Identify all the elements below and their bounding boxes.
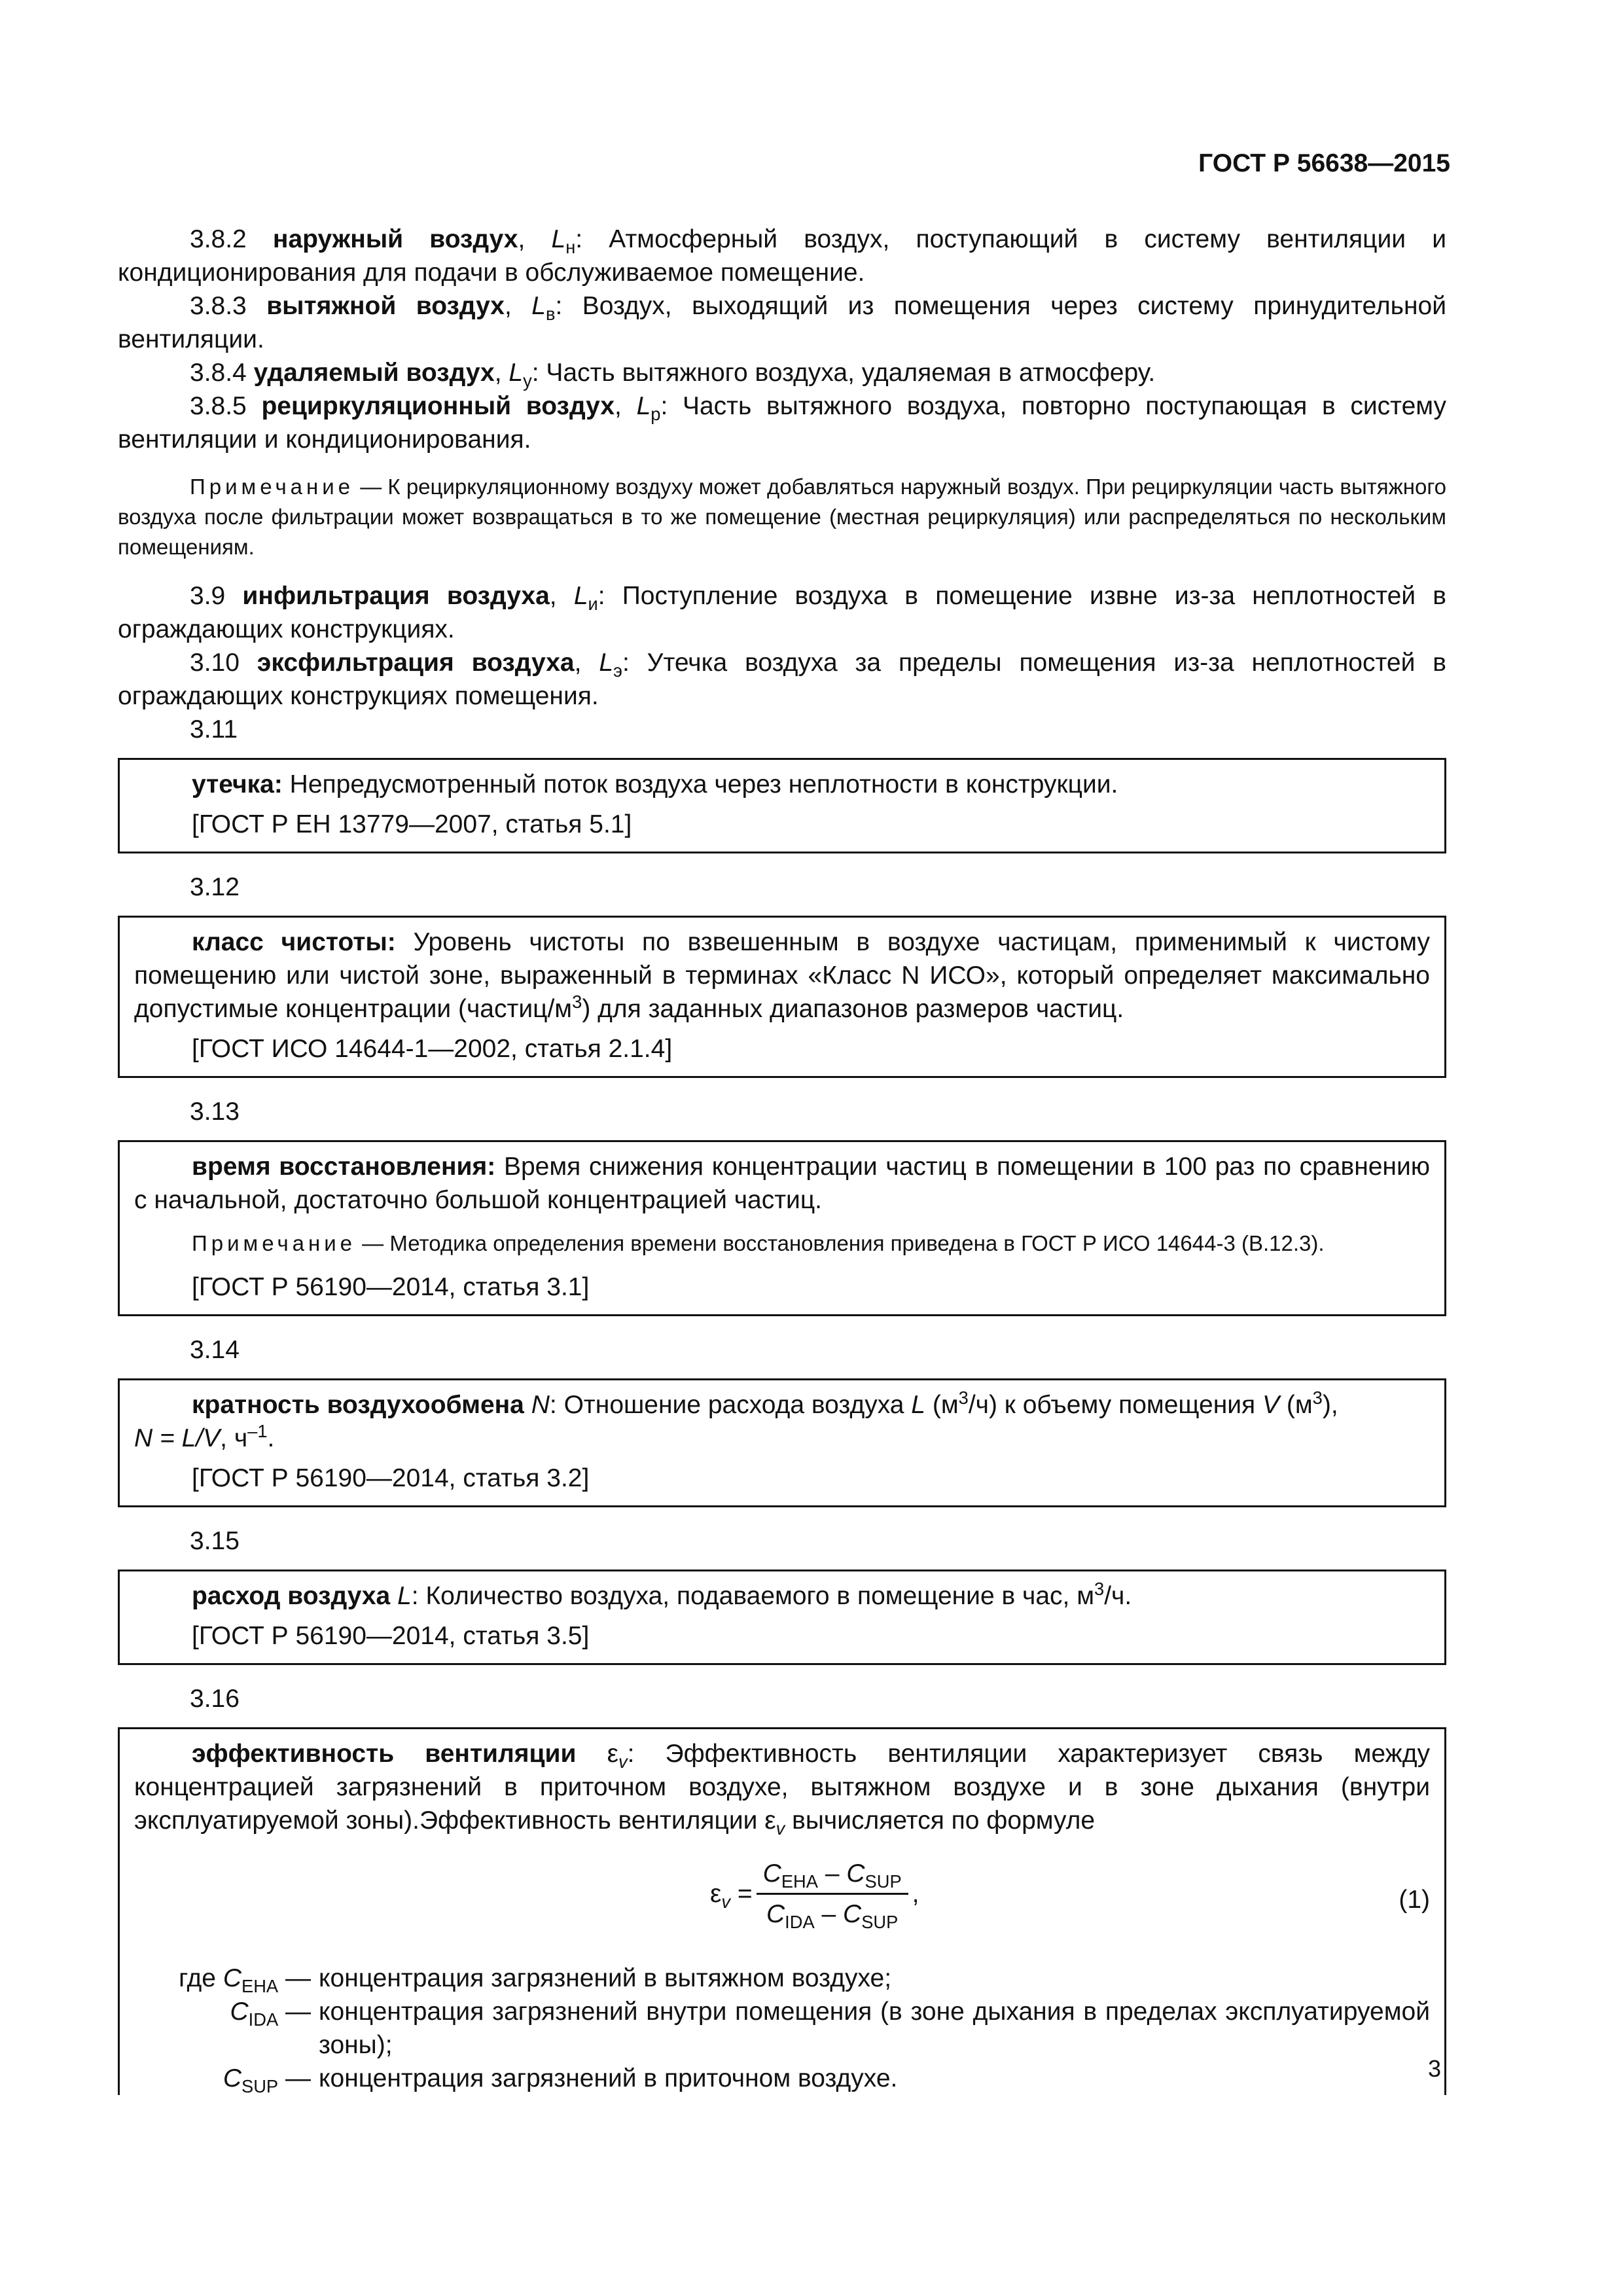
term-recovery-time: время восстановления: Время снижения концентрации частиц в помещении в 100 раз по сравнению с начальной, достаточно большой концентрацией частиц. — [134, 1153, 1430, 1214]
equation-number: (1) — [1399, 1886, 1430, 1914]
reference: [ГОСТ Р 56190—2014, статья 3.5] — [192, 1622, 590, 1650]
term-box-leak — [118, 758, 1446, 853]
term-box-ventilation-efficiency — [118, 1727, 1446, 2095]
formula-ventilation-efficiency — [134, 1857, 1430, 1948]
legend-description: концентрация загрязнений в приточном воздухе. — [319, 2064, 898, 2092]
formula-numerator: $C_{EHA} - C_{SUP}$ — [757, 1857, 908, 1895]
reference: [ГОСТ Р 56190—2014, статья 3.1] — [192, 1273, 590, 1301]
term-air-change-rate: кратность воздухообмена N: Отношение расхода воздуха L $(м^3/ч)$ к объему помещения V $(м^3)$, — [192, 1388, 1338, 1419]
term-box-recovery-time — [118, 1140, 1446, 1316]
term-ventilation-efficiency: эффективность вентиляции $\varepsilon_v$: Эффективность вентиляции характеризует связь между концентрацией загрязнений в приточном воздухе, вытяжном воздухе и в зоне дыхания (внутри эксплуатируемой зоны).Эффективность вентиляции $\varepsilon_v$ вычисляется по формуле — [134, 1740, 1430, 1839]
section-number-3-16: 3.16 — [190, 1685, 240, 1713]
section-number-3-14: 3.14 — [190, 1336, 240, 1364]
legend-description: концентрация загрязнений внутри помещения (в зоне дыхания в пределах эксплуатируемой зоны); — [319, 1998, 1430, 2059]
note-recovery-method: Примечание — Методика определения времени восстановления приведена в ГОСТ Р ИСО 14644-3 (В.12.3). — [192, 1231, 1325, 1255]
section-3-8-3: 3.8.3 вытяжной воздух, $L_в$: Воздух, выходящий из помещения через систему принудительной вентиляции. — [118, 292, 1446, 353]
legend-description: концентрация загрязнений в вытяжном воздухе; — [319, 1964, 892, 1992]
note-recirculation: Примечание — К рециркуляционному воздуху может добавляться наружный воздух. При рециркуляции часть вытяжного воздуха после фильтрации может возвращаться в то же помещение (местная рециркуляция) или распределяться по нескольким помещениям. — [118, 475, 1446, 559]
reference: [ГОСТ ИСО 14644-1—2002, статья 2.1.4] — [192, 1035, 673, 1063]
section-3-8-4: 3.8.4 удаляемый воздух, $L_у$: Часть вытяжного воздуха, удаляемая в атмосферу. — [190, 359, 1156, 391]
term-box-cleanliness-class — [118, 916, 1446, 1078]
section-3-8-5: 3.8.5 рециркуляционный воздух, $L_р$: Часть вытяжного воздуха, повторно поступающая в систему вентиляции и кондиционирования. — [118, 392, 1447, 454]
term-air-flow: расход воздуха L: Количество воздуха, подаваемого в помещение в час, $м^3/ч$. — [192, 1579, 1132, 1610]
section-3-9: 3.9 инфильтрация воздуха, $L_и$: Поступление воздуха в помещение извне из-за неплотностей в ограждающих конструкциях. — [118, 582, 1446, 643]
page-number: 3 — [1428, 2055, 1442, 2082]
term-cleanliness-class: класс чистоты: Уровень чистоты по взвешенным в воздухе частицам, применимый к чистому помещению или чистой зоне, выраженный в терминах «Класс N ИСО», который определяет максимально допустимые концентрации $(частиц/м^3)$ для заданных диапазонов размеров частиц. — [134, 928, 1430, 1023]
section-number-3-11: 3.11 — [190, 715, 238, 744]
section-number-3-15: 3.15 — [190, 1527, 240, 1555]
legend-symbol: $C_{IDA}$ — — [230, 1998, 311, 2030]
reference: [ГОСТ Р ЕН 13779—2007, статья 5.1] — [192, 810, 632, 838]
section-number-3-12: 3.12 — [190, 873, 240, 901]
section-3-10: 3.10 эксфильтрация воздуха, $L_э$: Утечка воздуха за пределы помещения из-за неплотностей в ограждающих конструкциях помещения. — [118, 649, 1446, 710]
term-box-air-flow — [118, 1570, 1446, 1665]
formula-legend — [134, 1962, 1430, 2095]
legend-symbol: где $C_{EHA}$ — — [179, 1964, 311, 1996]
section-3-8-2: 3.8.2 наружный воздух, $L_н$: Атмосферный воздух, поступающий в систему вентиляции и кондиционирования для подачи в обслуживаемое помещение. — [118, 225, 1447, 287]
formula-denominator: $C_{IDA} - C_{SUP}$ — [766, 1900, 899, 1932]
page-content — [118, 223, 1446, 2095]
formula-fraction — [757, 1857, 908, 1931]
formula-comma: , — [912, 1880, 919, 1908]
document-id: ГОСТ Р 56638—2015 — [1198, 149, 1450, 177]
air-change-formula: N = L/V, $ч^{-1}$. — [134, 1421, 275, 1452]
section-number-3-13: 3.13 — [190, 1098, 240, 1126]
term-box-air-change-rate — [118, 1378, 1446, 1507]
term-leak: утечка: Непредусмотренный поток воздуха через неплотности в конструкции. — [192, 770, 1118, 798]
formula-lhs: $\varepsilon_v$ = — [710, 1880, 753, 1912]
legend-symbol: $C_{SUP}$ — — [223, 2064, 311, 2096]
reference: [ГОСТ Р 56190—2014, статья 3.2] — [192, 1464, 590, 1492]
